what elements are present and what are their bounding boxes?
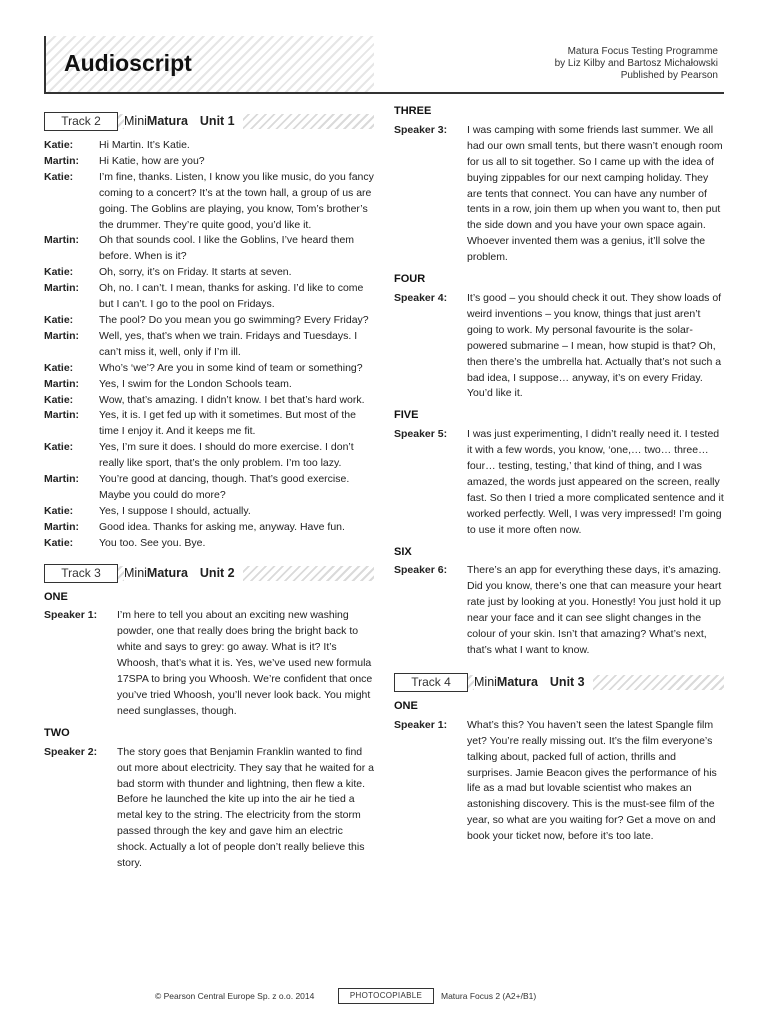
dialogue-line <box>44 281 374 313</box>
speaker-label: Speaker 4: <box>394 291 448 304</box>
dialogue-text: Hi Katie, how are you? <box>99 154 205 167</box>
dialogue-speaker: Martin: <box>44 234 79 247</box>
dialogue-line <box>44 313 374 329</box>
speaker-label: Speaker 5: <box>394 428 448 441</box>
dialogue-speaker: Martin: <box>44 282 79 295</box>
track-2-matura: Matura <box>146 114 188 128</box>
speaker-label: Speaker 2: <box>44 745 98 758</box>
dialogue-line <box>44 329 374 361</box>
dialogue-line <box>44 536 374 552</box>
speaker-block-4 <box>394 291 724 402</box>
track-3-matura: Matura <box>146 565 188 580</box>
dialogue-line <box>44 440 374 472</box>
track-3-label: Track 3 <box>44 564 118 583</box>
section-heading-two: TWO <box>44 726 70 739</box>
speaker-text: I’m here to tell you about an exciting new washing powder, one that really does bring the bright back to white and says to grey: go away. What is it? It’s Whoosh, that’s what it is. Yes, we’ve used new formula 17SPA to bring you Whoosh. We’re confident that once you’ve tried Whoosh, you’ll never look back. You might need sunglasses, though. <box>117 609 373 717</box>
dialogue-line <box>44 504 374 520</box>
dialogue-line <box>44 154 374 170</box>
dialogue-line <box>44 408 374 440</box>
credit-programme: Matura Focus Testing Programme <box>567 46 718 57</box>
footer-level: Matura Focus 2 (A2+/B1) <box>441 991 537 1001</box>
dialogue-line <box>44 520 374 536</box>
speaker-text: The story goes that Benjamin Franklin wanted to find out more about electricity. They say that he waited for a bad storm with thunder and lightning, then flew a kite. Before he launched the kite up into the air he tied a metal key to the string. The electricity from the storm passed through the key and gave him an electric shock. Actually a lot of people don’t really believe this story. <box>117 745 374 870</box>
dialogue-text: Yes, I swim for the London Schools team. <box>99 377 292 390</box>
section-heading-one: ONE <box>44 590 68 603</box>
speaker-text: There’s an app for everything these days, it’s amazing. Did you know, there’s one that can measure your heart rate just by looking at you. Honestly! You just hold it up near your face and it can see slight changes in the colour of your skin. Isn’t that amazing? What’s next, that’s what I want to know. <box>467 564 722 656</box>
dialogue-text: Well, yes, that’s when we train. Fridays and Tuesdays. I can’t miss it, well, only if I’m ill. <box>99 329 358 358</box>
dialogue-text: You’re good at dancing, though. That’s good exercise. Maybe you could do more? <box>99 473 350 501</box>
dialogue-text: Yes, it is. I get fed up with it sometimes. But most of the time I enjoy it. And it keeps me fit. <box>99 409 356 438</box>
dialogue-speaker: Katie: <box>44 170 74 183</box>
dialogue-speaker: Katie: <box>44 441 74 454</box>
speaker-label: Speaker 6: <box>394 564 448 577</box>
dialogue-line <box>44 472 374 504</box>
track-2-header <box>44 110 374 132</box>
dialogue-speaker: Katie: <box>44 313 74 326</box>
dialogue-text: Yes, I suppose I should, actually. <box>99 504 251 517</box>
dialogue-speaker: Katie: <box>44 266 74 279</box>
speaker-label: Speaker 3: <box>394 123 448 136</box>
track-2-mini: Mini <box>124 114 147 128</box>
track-4-title <box>474 673 593 692</box>
dialogue-text: Yes, I’m sure it does. I should do more exercise. I don’t really like sport, that’s the only problem. I’m too lazy. <box>99 441 354 470</box>
section-heading-six: SIX <box>394 545 412 558</box>
dialogue-text: The pool? Do you mean you go swimming? Every Friday? <box>99 313 369 326</box>
dialogue-line <box>44 361 374 377</box>
dialogue-speaker: Martin: <box>44 473 79 486</box>
dialogue-line <box>44 377 374 393</box>
speaker-block-track-4 <box>394 718 724 845</box>
dialogue-text: Good idea. Thanks for asking me, anyway. Have fun. <box>99 520 345 533</box>
dialogue-speaker: Martin: <box>44 377 79 390</box>
dialogue-speaker: Martin: <box>44 409 79 422</box>
track-4-header <box>394 671 724 693</box>
speaker-text: I was camping with some friends last summer. We all had our own small tents, but there wasn’t enough room for us all to sit together. So I came up with the idea of buying zippables for our next camping holiday. They are tents that connect. You can have any number of tents in a row, join them up when you want to, then put the side down and you have your own space again. Whoever invented them was a genius, it’ll solve the problem. <box>467 123 723 264</box>
dialogue-text: Hi Martin. It’s Katie. <box>99 139 190 151</box>
speaker-block-5 <box>394 427 724 538</box>
footer-copyright: © Pearson Central Europe Sp. z o.o. 2014 <box>155 991 315 1001</box>
track-4-matura: Matura <box>496 674 538 689</box>
speaker-label: Speaker 1: <box>44 609 98 622</box>
right-column <box>394 104 724 845</box>
left-column <box>44 104 374 872</box>
speaker-text: I was just experimenting, I didn’t really need it. I tested it with a few words, you know, ‘one,… two… three… four… testing, testing,’ that kind of thing, and I was amazed, the words just appeared on the screen, really fast. So then I tried a more complicated sentence and it worked perfectly. Well, I was very impressed! I’m going to use it more often now. <box>467 428 724 536</box>
credit-publisher: Published by Pearson <box>620 70 718 81</box>
dialogue-text: Who’s ‘we’? Are you in some kind of team or something? <box>99 361 363 374</box>
track-3-mini: Mini <box>124 565 147 580</box>
dialogue-speaker: Katie: <box>44 361 74 374</box>
track-4-label: Track 4 <box>394 673 468 692</box>
track-4-mini: Mini <box>474 674 497 689</box>
speaker-block-1 <box>44 608 374 719</box>
dialogue-text: I’m fine, thanks. Listen, I know you like music, do you fancy coming to a concert? It’s at the town hall, a group of us are going. The Goblins are playing, you know, Tom’s brother’s the drummer. They’re quite good, you’d like it. <box>99 170 374 231</box>
track-2-unit: Unit 1 <box>199 114 235 128</box>
speaker-text: What’s this? You haven’t seen the latest Spangle film yet? You’re really missing out. It’s the film everyone’s talking about, packed full of action, thrills and surprises. Jamie Beacon gives the performance of his life as a mad but lovable scientist who makes an astonishing discovery. This is the must-see film of the year, so what are you waiting for? Get a move on and book your ticket now, before it’s too late. <box>467 718 717 843</box>
dialogue-speaker: Martin: <box>44 154 79 167</box>
dialogue-line <box>44 393 374 409</box>
speaker-block-6 <box>394 563 724 658</box>
speaker-text: It’s good – you should check it out. They show loads of weird inventions – you know, things that just aren’t going to work. My personal favourite is the solar-powered submarine – I mean, how stupid is that? Oh, then there’s the umbrella hat. Actually that’s not such a bad idea, I suppose… anyway, it’s on every Friday. You’d like it. <box>467 291 722 400</box>
photocopiable-badge: PHOTOCOPIABLE <box>338 988 434 1004</box>
dialogue-speaker: Martin: <box>44 520 79 533</box>
dialogue-line <box>44 265 374 281</box>
section-heading-three: THREE <box>394 105 432 117</box>
dialogue-speaker: Katie: <box>44 536 74 549</box>
track-3-unit: Unit 2 <box>199 565 235 580</box>
track-4-unit: Unit 3 <box>549 674 585 689</box>
dialogue-text: Oh, no. I can’t. I mean, thanks for asking. I’d like to come but I can’t. I go to the pool on Fridays. <box>99 282 364 311</box>
header-accent-line <box>44 36 46 92</box>
dialogue-line <box>44 138 374 154</box>
page-title: Audioscript <box>64 50 192 76</box>
track-2-dialogue <box>44 138 374 552</box>
speaker-label: Speaker 1: <box>394 718 448 731</box>
section-heading-one-track-4: ONE <box>394 699 418 712</box>
track-2-title <box>124 112 243 131</box>
dialogue-line <box>44 170 374 234</box>
header-credits <box>555 46 718 82</box>
dialogue-speaker: Katie: <box>44 393 74 406</box>
track-2-label: Track 2 <box>44 112 118 131</box>
section-heading-five: FIVE <box>394 409 419 422</box>
dialogue-text: Wow, that’s amazing. I didn’t know. I bet that’s hard work. <box>99 393 365 406</box>
track-3-title <box>124 564 243 583</box>
dialogue-text: You too. See you. Bye. <box>99 536 206 549</box>
dialogue-line <box>44 233 374 265</box>
credit-authors: by Liz Kilby and Bartosz Michałowski <box>554 58 718 69</box>
dialogue-speaker: Katie: <box>44 504 74 517</box>
dialogue-speaker: Martin: <box>44 329 79 342</box>
speaker-block-3 <box>394 123 724 266</box>
dialogue-text: Oh, sorry, it’s on Friday. It starts at seven. <box>99 266 292 279</box>
track-3-header <box>44 562 374 584</box>
speaker-block-2 <box>44 745 374 872</box>
header-rule <box>44 92 724 94</box>
dialogue-speaker: Katie: <box>44 139 74 151</box>
dialogue-text: Oh that sounds cool. I like the Goblins, I’ve heard them before. When is it? <box>99 234 355 263</box>
section-heading-four: FOUR <box>394 273 426 286</box>
